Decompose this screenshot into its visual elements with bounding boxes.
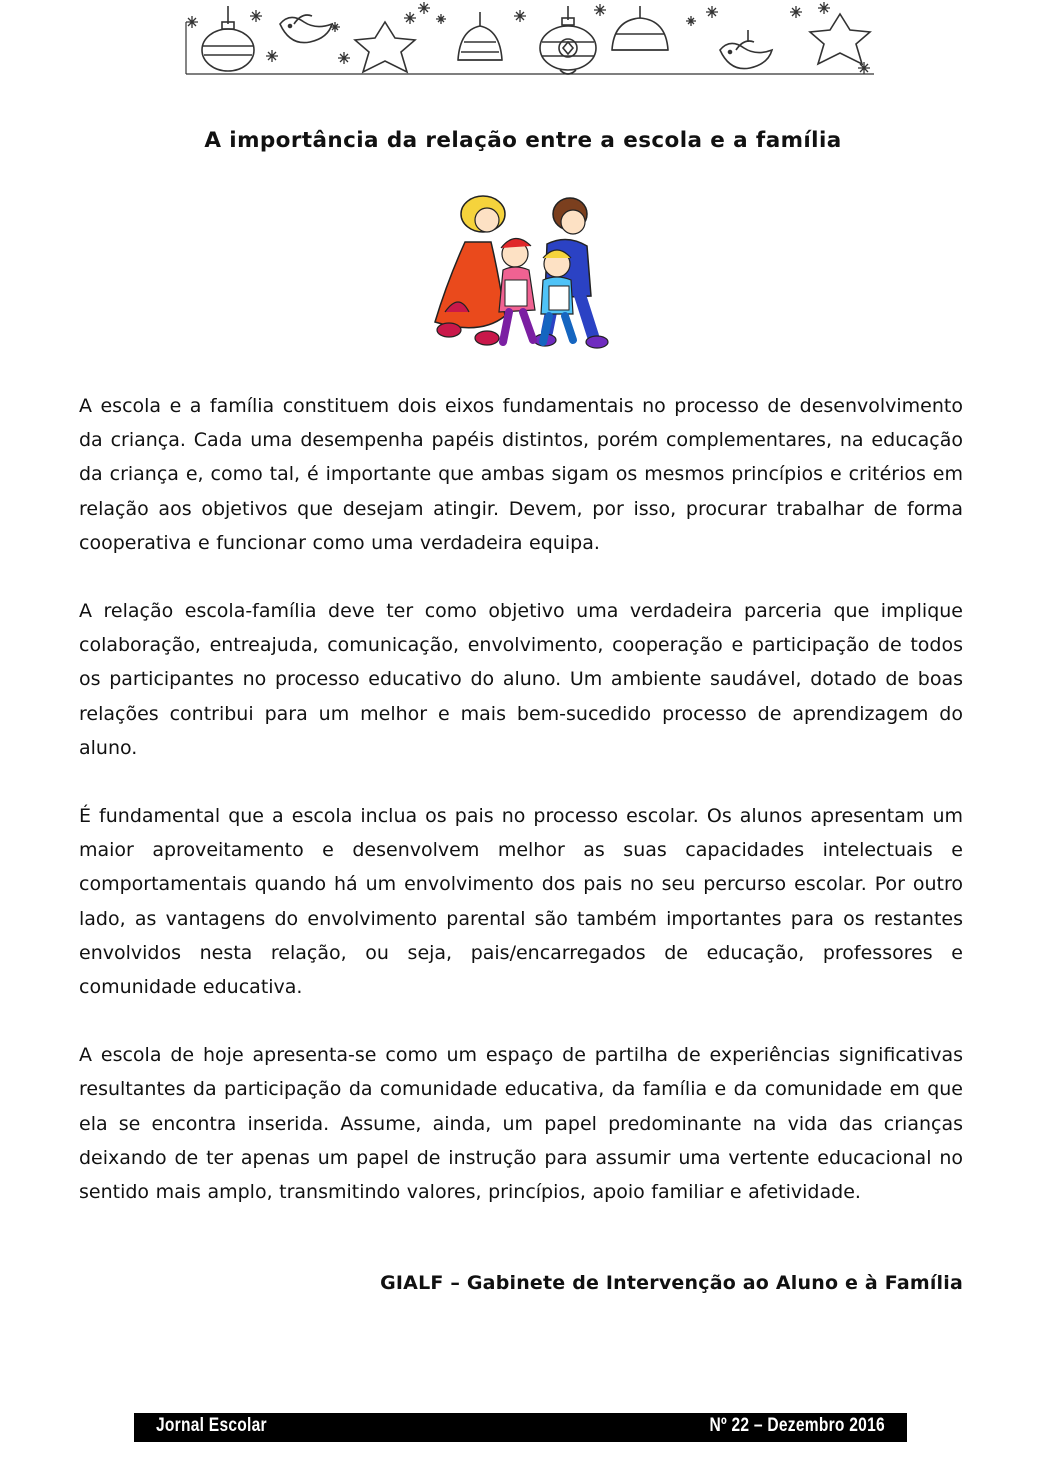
star-icon — [810, 14, 870, 64]
ornament-ball-icon — [540, 6, 596, 74]
article-signature: GIALF – Gabinete de Intervenção ao Aluno e à Família — [380, 1272, 963, 1294]
bird-icon — [280, 15, 332, 43]
star-icon — [355, 22, 415, 72]
ornament-ball-icon — [202, 6, 254, 71]
bird-icon — [720, 30, 772, 69]
issue-info: Nº 22 – Dezembro 2016 — [709, 1415, 885, 1436]
article-paragraph: É fundamental que a escola inclua os pais no processo escolar. Os alunos apresentam um maior aproveitamento e desenvolvem melhor as suas capacidades intelectuais e comportamentais quando há um envolvimento dos pais no seu percurso escolar. Por outro lado, as vantagens do envolvimento parental são também importantes para os restantes envolvidos nesta relação, ou seja, pais/encarregados de educação, professores e comunidade educativa. — [79, 805, 963, 999]
footer-bar — [134, 1413, 907, 1442]
family-walking-icon — [425, 192, 620, 357]
christmas-banner — [180, 2, 880, 78]
article-paragraph: A escola de hoje apresenta-se como um espaço de partilha de experiências significativas resultantes da participação da comunidade educativa, da família e da comunidade em que ela se encontra inserida. Assume, ainda, um papel predominante na vida das crianças deixando de ter apenas um papel de instrução para assumir uma vertente educacional no sentido mais amplo, transmitindo valores, princípios, apoio familiar e afetividade. — [79, 1044, 963, 1204]
bell-icon — [612, 6, 668, 50]
newspaper-name: Jornal Escolar — [156, 1415, 267, 1436]
article-paragraph: A relação escola-família deve ter como objetivo uma verdadeira parceria que implique colaboração, entreajuda, comunicação, envolvimento, cooperação e participação de todos os participantes no processo educativo do aluno. Um ambiente saudável, dotado de boas relações contribui para um melhor e mais bem-sucedido processo de aprendizagem do aluno. — [79, 600, 963, 759]
bell-icon — [458, 12, 502, 60]
article-body — [79, 389, 963, 1209]
snowflake-icon — [186, 2, 870, 74]
article-title: A importância da relação entre a escola e a família — [204, 128, 842, 153]
article-paragraph: A escola e a família constituem dois eixos fundamentais no processo de desenvolvimento da criança. Cada uma desempenha papéis distintos, porém complementares, na educação da criança e, como tal, é importante que ambas sigam os mesmos princípios e critérios em relação aos objetivos que desejam atingir. Devem, por isso, procurar trabalhar de forma cooperativa e funcionar como uma verdadeira equipa. — [79, 395, 963, 554]
